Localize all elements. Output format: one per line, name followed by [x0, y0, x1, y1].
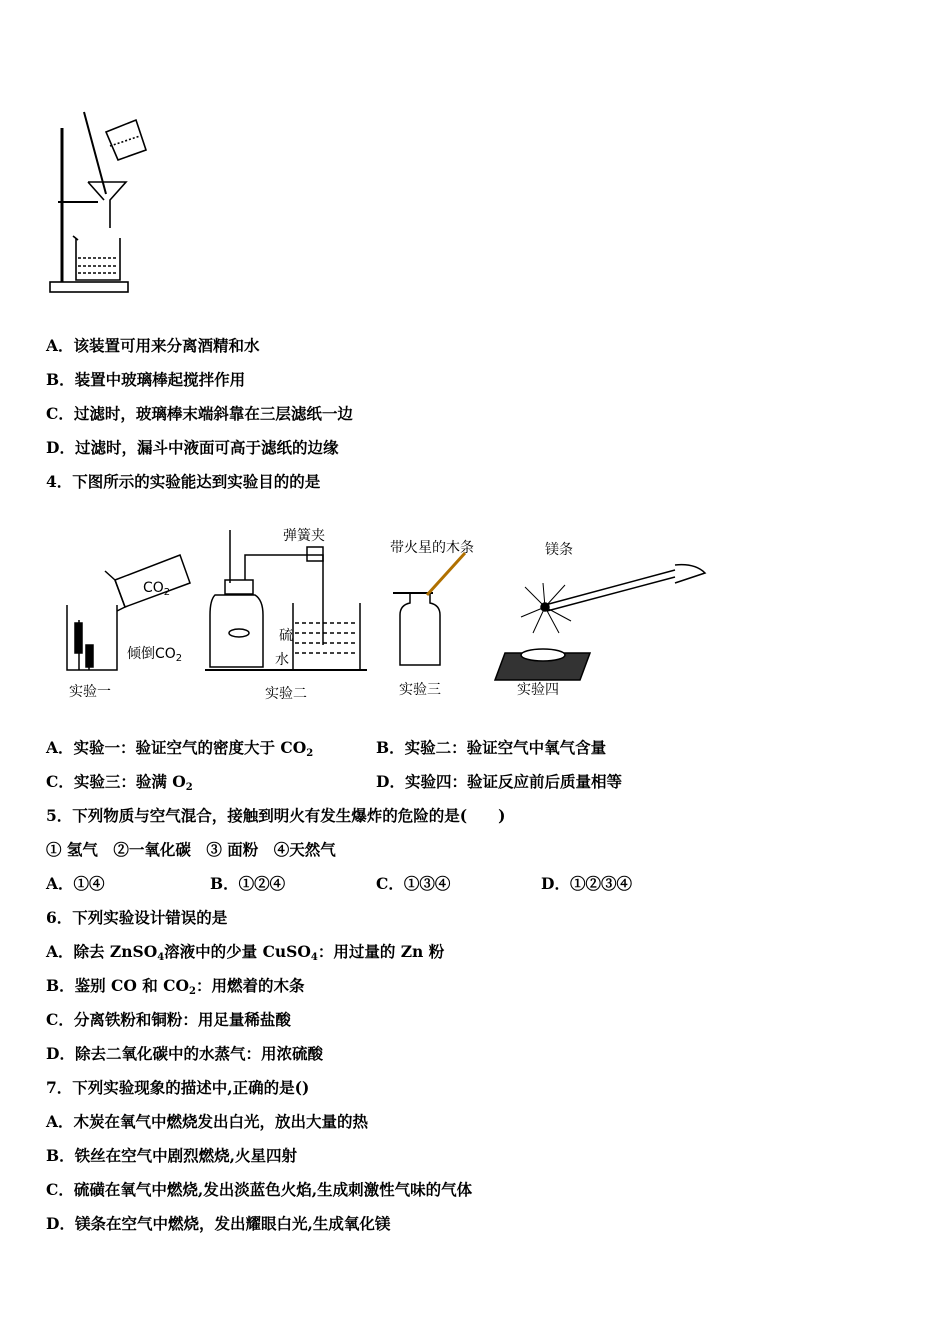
q5-option-c: C．①③④ — [376, 874, 451, 893]
co2-bottle-label: $CO_2$ — [143, 580, 171, 598]
q7-option-d: D．镁条在空气中燃烧，发出耀眼白光,生成氧化镁 — [46, 1214, 391, 1233]
q4-option-c: C．实验三：验满 $O_2$ — [46, 772, 193, 793]
q6-option-c: C．分离铁粉和铜粉：用足量稀盐酸 — [46, 1010, 291, 1029]
q6-option-d: D．除去二氧化碳中的水蒸气：用浓硫酸 — [46, 1044, 323, 1063]
q3-option-c: C．过滤时，玻璃棒末端斜靠在三层滤纸一边 — [46, 404, 353, 423]
q6-option-a: A．除去 ZnSO$_4$溶液中的少量 CuSO$_4$：用过量的 Zn 粉 — [46, 942, 445, 963]
q6-option-b: B．鉴别 CO 和 $CO_2$：用燃着的木条 — [46, 976, 305, 997]
exp4-caption: 实验四 — [517, 682, 559, 698]
filtration-apparatus-figure — [40, 110, 160, 300]
q7-option-a: A．木炭在氧气中燃烧发出白光，放出大量的热 — [46, 1112, 369, 1131]
q6-stem: 6．下列实验设计错误的是 — [46, 908, 228, 927]
clamp-label: 弹簧夹 — [283, 528, 325, 544]
q5-stem: 5．下列物质与空气混合，接触到明火有发生爆炸的危险的是( ) — [46, 806, 506, 825]
q7-stem: 7．下列实验现象的描述中,正确的是() — [46, 1078, 310, 1097]
q4-stem: 4．下图所示的实验能达到实验目的的是 — [46, 472, 321, 491]
magnesium-label: 镁条 — [545, 542, 573, 558]
q7-option-b: B．铁丝在空气中剧烈燃烧,火星四射 — [46, 1146, 297, 1165]
q5-items: ① 氢气 ②一氧化碳 ③ 面粉 ④天然气 — [46, 840, 336, 859]
pour-co2-label: 倾倒$CO_2$ — [127, 646, 183, 664]
experiments-figure — [55, 525, 715, 705]
water-label: 水 — [275, 652, 289, 668]
exp3-caption: 实验三 — [399, 682, 441, 698]
glowing-stick-label: 带火星的木条 — [390, 540, 474, 556]
q4-option-b: B．实验二：验证空气中氧气含量 — [376, 738, 607, 757]
q3-option-a: A．该装置可用来分离酒精和水 — [46, 336, 260, 355]
sulfur-label: 硫 — [279, 628, 293, 644]
exp2-caption: 实验二 — [265, 686, 307, 702]
experiments-drawing — [55, 525, 715, 705]
q3-option-b: B．装置中玻璃棒起搅拌作用 — [46, 370, 246, 389]
q3-option-d: D．过滤时，漏斗中液面可高于滤纸的边缘 — [46, 438, 339, 457]
q5-option-d: D．①②③④ — [541, 874, 632, 893]
q7-option-c: C．硫磺在氧气中燃烧,发出淡蓝色火焰,生成刺激性气味的气体 — [46, 1180, 473, 1199]
q5-option-b: B．①②④ — [210, 874, 286, 893]
q4-option-a: A．实验一：验证空气的密度大于 $CO_2$ — [46, 738, 314, 759]
q4-option-d: D．实验四：验证反应前后质量相等 — [376, 772, 622, 791]
q5-option-a: A．①④ — [46, 874, 105, 893]
exp1-caption: 实验一 — [69, 684, 111, 700]
